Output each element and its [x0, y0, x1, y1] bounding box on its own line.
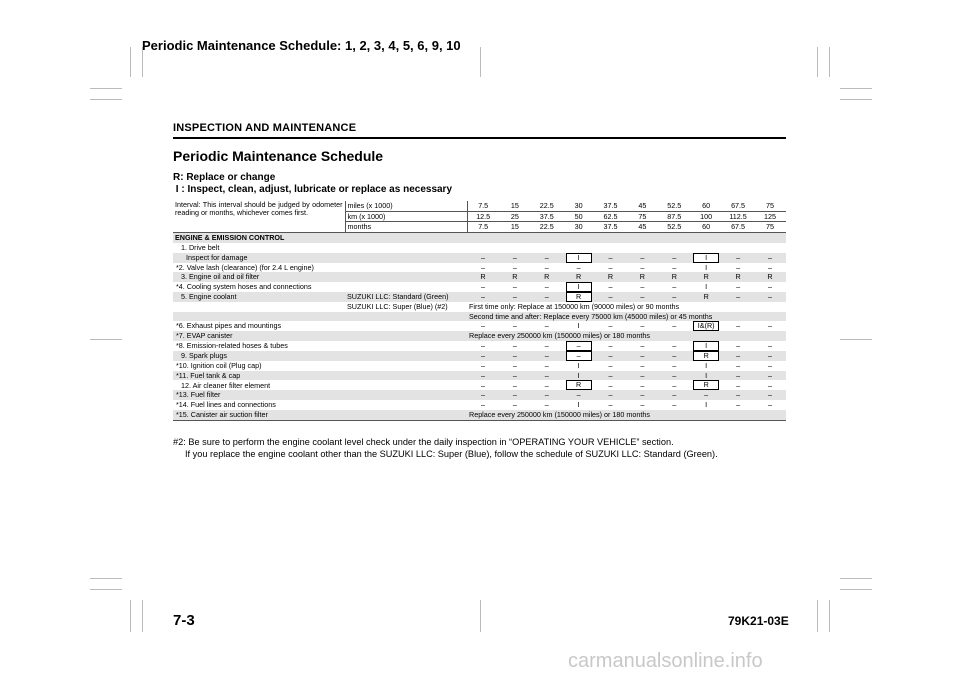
- schedule-cell: –: [467, 390, 499, 400]
- schedule-cell: R: [690, 272, 722, 282]
- schedule-cell: –: [512, 282, 517, 292]
- schedule-cell: –: [595, 351, 627, 361]
- schedule-cell: [658, 243, 690, 253]
- item-label: 5. Engine coolant: [173, 292, 345, 302]
- schedule-cell: –: [754, 351, 786, 361]
- item-label: *2. Valve lash (clearance) (for 2.4 L engine): [176, 262, 314, 272]
- schedule-cell: R: [499, 272, 531, 282]
- schedule-cell: I: [690, 371, 722, 381]
- interval-value: 37.5: [531, 211, 563, 222]
- table-row: [173, 302, 786, 312]
- schedule-cell: –: [768, 262, 772, 272]
- interval-value: 75: [754, 222, 786, 233]
- schedule-cell: –: [544, 262, 549, 272]
- schedule-cell: –: [768, 400, 772, 410]
- schedule-cell: I: [705, 282, 708, 292]
- schedule-cell: –: [467, 371, 499, 381]
- table-row: [173, 361, 786, 371]
- schedule-cell: [690, 380, 722, 390]
- schedule-cell: –: [736, 341, 741, 351]
- schedule-cell: –: [754, 390, 786, 400]
- crop-mark: [840, 88, 872, 89]
- notes: [173, 437, 718, 460]
- schedule-cell: –: [754, 253, 786, 263]
- schedule-cell: –: [768, 341, 772, 351]
- interval-value: 45: [626, 222, 658, 233]
- crop-mark: [90, 99, 122, 100]
- interval-value: 12.5: [467, 211, 499, 222]
- schedule-cell: –: [512, 400, 517, 410]
- table-row: [173, 390, 786, 400]
- schedule-cell: –: [672, 361, 677, 371]
- schedule-cell: –: [722, 390, 754, 400]
- schedule-cell: –: [672, 262, 677, 272]
- schedule-cell: –: [531, 253, 563, 263]
- schedule-cell: –: [499, 292, 531, 302]
- schedule-cell: –: [626, 351, 658, 361]
- schedule-cell: –: [608, 321, 613, 331]
- schedule-cell: –: [608, 341, 613, 351]
- schedule-cell: –: [576, 262, 581, 272]
- schedule-cell: –: [531, 292, 563, 302]
- item-label: [173, 312, 467, 322]
- item-label: *13. Fuel filter: [173, 390, 467, 400]
- schedule-cell: –: [658, 390, 690, 400]
- schedule-cell: –: [512, 262, 517, 272]
- crop-mark: [817, 600, 818, 632]
- schedule-cell: –: [722, 253, 754, 263]
- note-line: If you replace the engine coolant other than the SUZUKI LLC: Super (Blue), follow the schedule of SUZUKI LLC: Standard (Green).: [185, 448, 718, 459]
- interval-value: 37.5: [595, 201, 627, 211]
- schedule-cell: [467, 243, 499, 253]
- schedule-cell: [690, 243, 722, 253]
- schedule-cell: –: [531, 390, 563, 400]
- schedule-cell: –: [768, 282, 772, 292]
- schedule-cell: –: [480, 341, 485, 351]
- schedule-cell: –: [531, 371, 563, 381]
- crop-mark: [480, 47, 481, 77]
- schedule-cell: –: [736, 262, 741, 272]
- schedule-cell: –: [608, 361, 613, 371]
- schedule-cell: –: [672, 341, 677, 351]
- schedule-cell: –: [626, 292, 658, 302]
- item-label: 12. Air cleaner filter element: [181, 380, 271, 390]
- interval-value: 75: [754, 201, 786, 211]
- interval-value: 22.5: [531, 222, 563, 233]
- item-label: *14. Fuel lines and connections: [176, 400, 276, 410]
- section-rule: [173, 137, 786, 139]
- schedule-cell: –: [736, 400, 741, 410]
- schedule-cell: –: [544, 380, 549, 390]
- schedule-cell: –: [736, 282, 741, 292]
- schedule-cell: –: [467, 292, 499, 302]
- table-row: [173, 380, 786, 390]
- table-row: [173, 243, 786, 253]
- running-header: Periodic Maintenance Schedule: 1, 2, 3, 4, 5, 6, 9, 10: [142, 38, 461, 53]
- item-label: 3. Engine oil and oil filter: [173, 272, 467, 282]
- crop-mark: [90, 578, 122, 579]
- schedule-cell: –: [480, 380, 485, 390]
- category-label: ENGINE & EMISSION CONTROL: [173, 233, 786, 243]
- interval-value: 67.5: [722, 222, 754, 233]
- schedule-cell: [531, 243, 563, 253]
- schedule-cell: –: [658, 253, 690, 263]
- item-label: [173, 302, 345, 312]
- schedule-cell: I: [705, 262, 708, 272]
- schedule-cell: [563, 341, 595, 351]
- schedule-cell: –: [563, 390, 595, 400]
- crop-mark: [829, 600, 830, 632]
- schedule-cell: –: [736, 380, 741, 390]
- schedule-cell: [499, 243, 531, 253]
- interval-value: 30: [563, 201, 595, 211]
- schedule-cell: –: [640, 321, 645, 331]
- maintenance-schedule-table: [173, 201, 786, 421]
- interval-value: 52.5: [658, 201, 690, 211]
- legend-inspect: I : Inspect, clean, adjust, lubricate or replace as necessary: [173, 184, 453, 195]
- schedule-cell: I: [577, 400, 580, 410]
- table-row: [173, 371, 786, 381]
- schedule-cell: –: [672, 400, 677, 410]
- schedule-cell: R: [563, 272, 595, 282]
- schedule-cell: I: [563, 371, 595, 381]
- schedule-note: Second time and after: Replace every 75000 km (45000 miles) or 45 months: [467, 312, 786, 322]
- schedule-cell: –: [640, 380, 645, 390]
- schedule-note: First time only: Replace at 150000 km (90000 miles) or 90 months: [469, 301, 680, 311]
- schedule-cell: [690, 341, 722, 351]
- schedule-cell: –: [672, 380, 677, 390]
- schedule-cell: –: [672, 282, 677, 292]
- page-number: 7-3: [173, 612, 195, 629]
- schedule-cell-value: I: [566, 253, 592, 263]
- schedule-cell-value: I&(R): [693, 321, 719, 331]
- interval-value: 125: [754, 211, 786, 222]
- schedule-cell-value: I: [566, 282, 592, 292]
- schedule-cell: –: [608, 282, 613, 292]
- schedule-cell: –: [768, 361, 772, 371]
- note-line: #2: Be sure to perform the engine coolant level check under the daily inspection in “OPERATING YOUR VEHICLE” section.: [173, 437, 674, 447]
- schedule-cell: [690, 253, 722, 263]
- crop-mark: [840, 578, 872, 579]
- schedule-cell: –: [467, 351, 499, 361]
- schedule-cell: [563, 380, 595, 390]
- schedule-cell: R: [690, 292, 722, 302]
- crop-mark: [90, 589, 122, 590]
- item-label: *4. Cooling system hoses and connections: [176, 282, 312, 292]
- interval-value: 60: [690, 222, 722, 233]
- interval-note: Interval: This interval should be judged by odometer reading or months, whichever comes first.: [173, 201, 345, 233]
- table-row: [173, 351, 786, 361]
- interval-value: 15: [499, 201, 531, 211]
- schedule-cell-value: R: [693, 380, 719, 390]
- schedule-cell: [563, 282, 595, 292]
- crop-mark: [142, 600, 143, 632]
- interval-value: 30: [563, 222, 595, 233]
- table-row: [173, 331, 786, 341]
- crop-mark: [829, 47, 830, 77]
- interval-value: 52.5: [658, 222, 690, 233]
- page-title: Periodic Maintenance Schedule: [173, 148, 384, 164]
- schedule-cell-value: –: [566, 351, 592, 361]
- schedule-cell: –: [544, 321, 549, 331]
- schedule-cell: –: [626, 390, 658, 400]
- schedule-cell: –: [640, 282, 645, 292]
- schedule-cell: –: [690, 390, 722, 400]
- schedule-cell: –: [480, 321, 485, 331]
- table-row: [173, 312, 786, 322]
- schedule-cell: –: [544, 282, 549, 292]
- schedule-cell: –: [480, 361, 485, 371]
- crop-mark: [817, 47, 818, 77]
- schedule-cell: [722, 243, 754, 253]
- schedule-cell: –: [512, 321, 517, 331]
- interval-value: 112.5: [722, 211, 754, 222]
- header-row: [173, 201, 786, 211]
- unit-label: km (x 1000): [345, 211, 467, 222]
- table-row: [173, 341, 786, 351]
- schedule-cell-value: R: [566, 380, 592, 390]
- interval-value: 75: [626, 211, 658, 222]
- item-label: *8. Emission-related hoses & tubes: [176, 341, 288, 351]
- item-label: *11. Fuel tank & cap: [173, 371, 467, 381]
- schedule-cell: [563, 292, 595, 302]
- table-row: [173, 321, 786, 331]
- crop-mark: [90, 88, 122, 89]
- legend: [173, 172, 452, 196]
- schedule-cell: –: [467, 253, 499, 263]
- interval-value: 7.5: [467, 222, 499, 233]
- schedule-cell: –: [480, 400, 485, 410]
- schedule-cell: I: [577, 321, 580, 331]
- schedule-cell: –: [640, 400, 645, 410]
- interval-value: 67.5: [722, 201, 754, 211]
- schedule-cell: [690, 351, 722, 361]
- table-row: [173, 410, 786, 420]
- schedule-cell: –: [768, 380, 772, 390]
- schedule-cell: –: [722, 351, 754, 361]
- schedule-note: Replace every 250000 km (150000 miles) or 180 months: [467, 410, 786, 420]
- schedule-cell: –: [658, 351, 690, 361]
- crop-mark: [130, 600, 131, 632]
- coolant-type-label: SUZUKI LLC: Standard (Green): [345, 292, 467, 302]
- schedule-note: Replace every 250000 km (150000 miles) or 180 months: [467, 331, 786, 341]
- schedule-cell: –: [754, 292, 786, 302]
- table-row: [173, 263, 786, 273]
- schedule-cell: –: [608, 262, 613, 272]
- interval-value: 45: [626, 201, 658, 211]
- unit-label: miles (x 1000): [345, 201, 467, 211]
- item-label: *6. Exhaust pipes and mountings: [176, 321, 282, 331]
- schedule-cell: –: [626, 253, 658, 263]
- schedule-cell: –: [544, 400, 549, 410]
- schedule-cell-value: R: [693, 351, 719, 361]
- schedule-cell: –: [512, 361, 517, 371]
- schedule-cell: –: [640, 341, 645, 351]
- schedule-cell: –: [736, 321, 741, 331]
- schedule-cell: R: [531, 272, 563, 282]
- schedule-cell: –: [672, 321, 677, 331]
- schedule-cell: –: [640, 361, 645, 371]
- table-row: [173, 253, 786, 263]
- item-label: 9. Spark plugs: [173, 351, 467, 361]
- schedule-cell: –: [531, 351, 563, 361]
- schedule-cell: –: [512, 380, 517, 390]
- schedule-cell: R: [595, 272, 627, 282]
- schedule-cell: –: [595, 292, 627, 302]
- table-row: [173, 282, 786, 292]
- interval-value: 50: [563, 211, 595, 222]
- schedule-cell: [563, 351, 595, 361]
- interval-value: 62.5: [595, 211, 627, 222]
- schedule-cell: –: [736, 361, 741, 371]
- crop-mark: [480, 600, 481, 632]
- schedule-cell: R: [626, 272, 658, 282]
- interval-value: 37.5: [595, 222, 627, 233]
- schedule-cell: –: [722, 371, 754, 381]
- schedule-cell-value: I: [693, 341, 719, 351]
- legend-replace: R: Replace or change: [173, 172, 276, 183]
- item-label: *7. EVAP canister: [173, 331, 467, 341]
- schedule-cell: [754, 243, 786, 253]
- interval-value: 22.5: [531, 201, 563, 211]
- schedule-cell: [563, 253, 595, 263]
- schedule-cell: I: [577, 361, 580, 371]
- schedule-cell: –: [608, 400, 613, 410]
- schedule-cell: –: [544, 361, 549, 371]
- schedule-cell: –: [499, 390, 531, 400]
- schedule-cell: –: [480, 262, 485, 272]
- interval-value: 15: [499, 222, 531, 233]
- watermark: carmanualsonline.info: [568, 650, 763, 672]
- schedule-cell: –: [754, 371, 786, 381]
- section-header: INSPECTION AND MAINTENANCE: [173, 122, 357, 134]
- schedule-cell: –: [499, 253, 531, 263]
- schedule-cell: I: [705, 361, 708, 371]
- coolant-type-label: SUZUKI LLC: Super (Blue) (#2): [347, 301, 448, 311]
- schedule-cell: –: [499, 351, 531, 361]
- schedule-cell: R: [658, 272, 690, 282]
- schedule-cell-value: I: [693, 253, 719, 263]
- unit-label: months: [345, 222, 467, 233]
- schedule-cell: –: [658, 371, 690, 381]
- category-row: [173, 233, 786, 243]
- schedule-cell: R: [467, 272, 499, 282]
- crop-mark: [90, 339, 122, 340]
- schedule-cell: –: [626, 371, 658, 381]
- item-label: *10. Ignition coil (Plug cap): [176, 361, 262, 371]
- schedule-cell: –: [595, 371, 627, 381]
- interval-value: 100: [690, 211, 722, 222]
- schedule-cell: –: [544, 341, 549, 351]
- schedule-cell-value: –: [566, 341, 592, 351]
- schedule-cell: –: [480, 282, 485, 292]
- item-label: 1. Drive belt: [181, 242, 220, 252]
- schedule-cell: R: [754, 272, 786, 282]
- interval-value: 87.5: [658, 211, 690, 222]
- interval-value: 60: [690, 201, 722, 211]
- schedule-cell: –: [499, 371, 531, 381]
- table-row: [173, 272, 786, 282]
- crop-mark: [840, 339, 872, 340]
- item-label: Inspect for damage: [173, 253, 467, 263]
- schedule-cell: –: [595, 253, 627, 263]
- schedule-cell: –: [658, 292, 690, 302]
- interval-value: 7.5: [467, 201, 499, 211]
- schedule-cell: I: [705, 400, 708, 410]
- item-label: *15. Canister air suction filter: [173, 410, 467, 420]
- schedule-cell: [595, 243, 627, 253]
- document-code: 79K21-03E: [728, 614, 789, 628]
- schedule-cell: R: [722, 272, 754, 282]
- schedule-cell: [563, 243, 595, 253]
- schedule-cell: –: [608, 380, 613, 390]
- interval-value: 25: [499, 211, 531, 222]
- schedule-cell: [626, 243, 658, 253]
- crop-mark: [840, 589, 872, 590]
- table-row: [173, 400, 786, 410]
- table-row: [173, 292, 786, 302]
- schedule-cell: –: [512, 341, 517, 351]
- schedule-cell: –: [595, 390, 627, 400]
- crop-mark: [840, 99, 872, 100]
- schedule-cell: –: [640, 262, 645, 272]
- schedule-cell: [690, 321, 722, 331]
- schedule-cell-value: R: [566, 292, 592, 302]
- schedule-cell: –: [768, 321, 772, 331]
- crop-mark: [130, 47, 131, 77]
- schedule-cell: –: [722, 292, 754, 302]
